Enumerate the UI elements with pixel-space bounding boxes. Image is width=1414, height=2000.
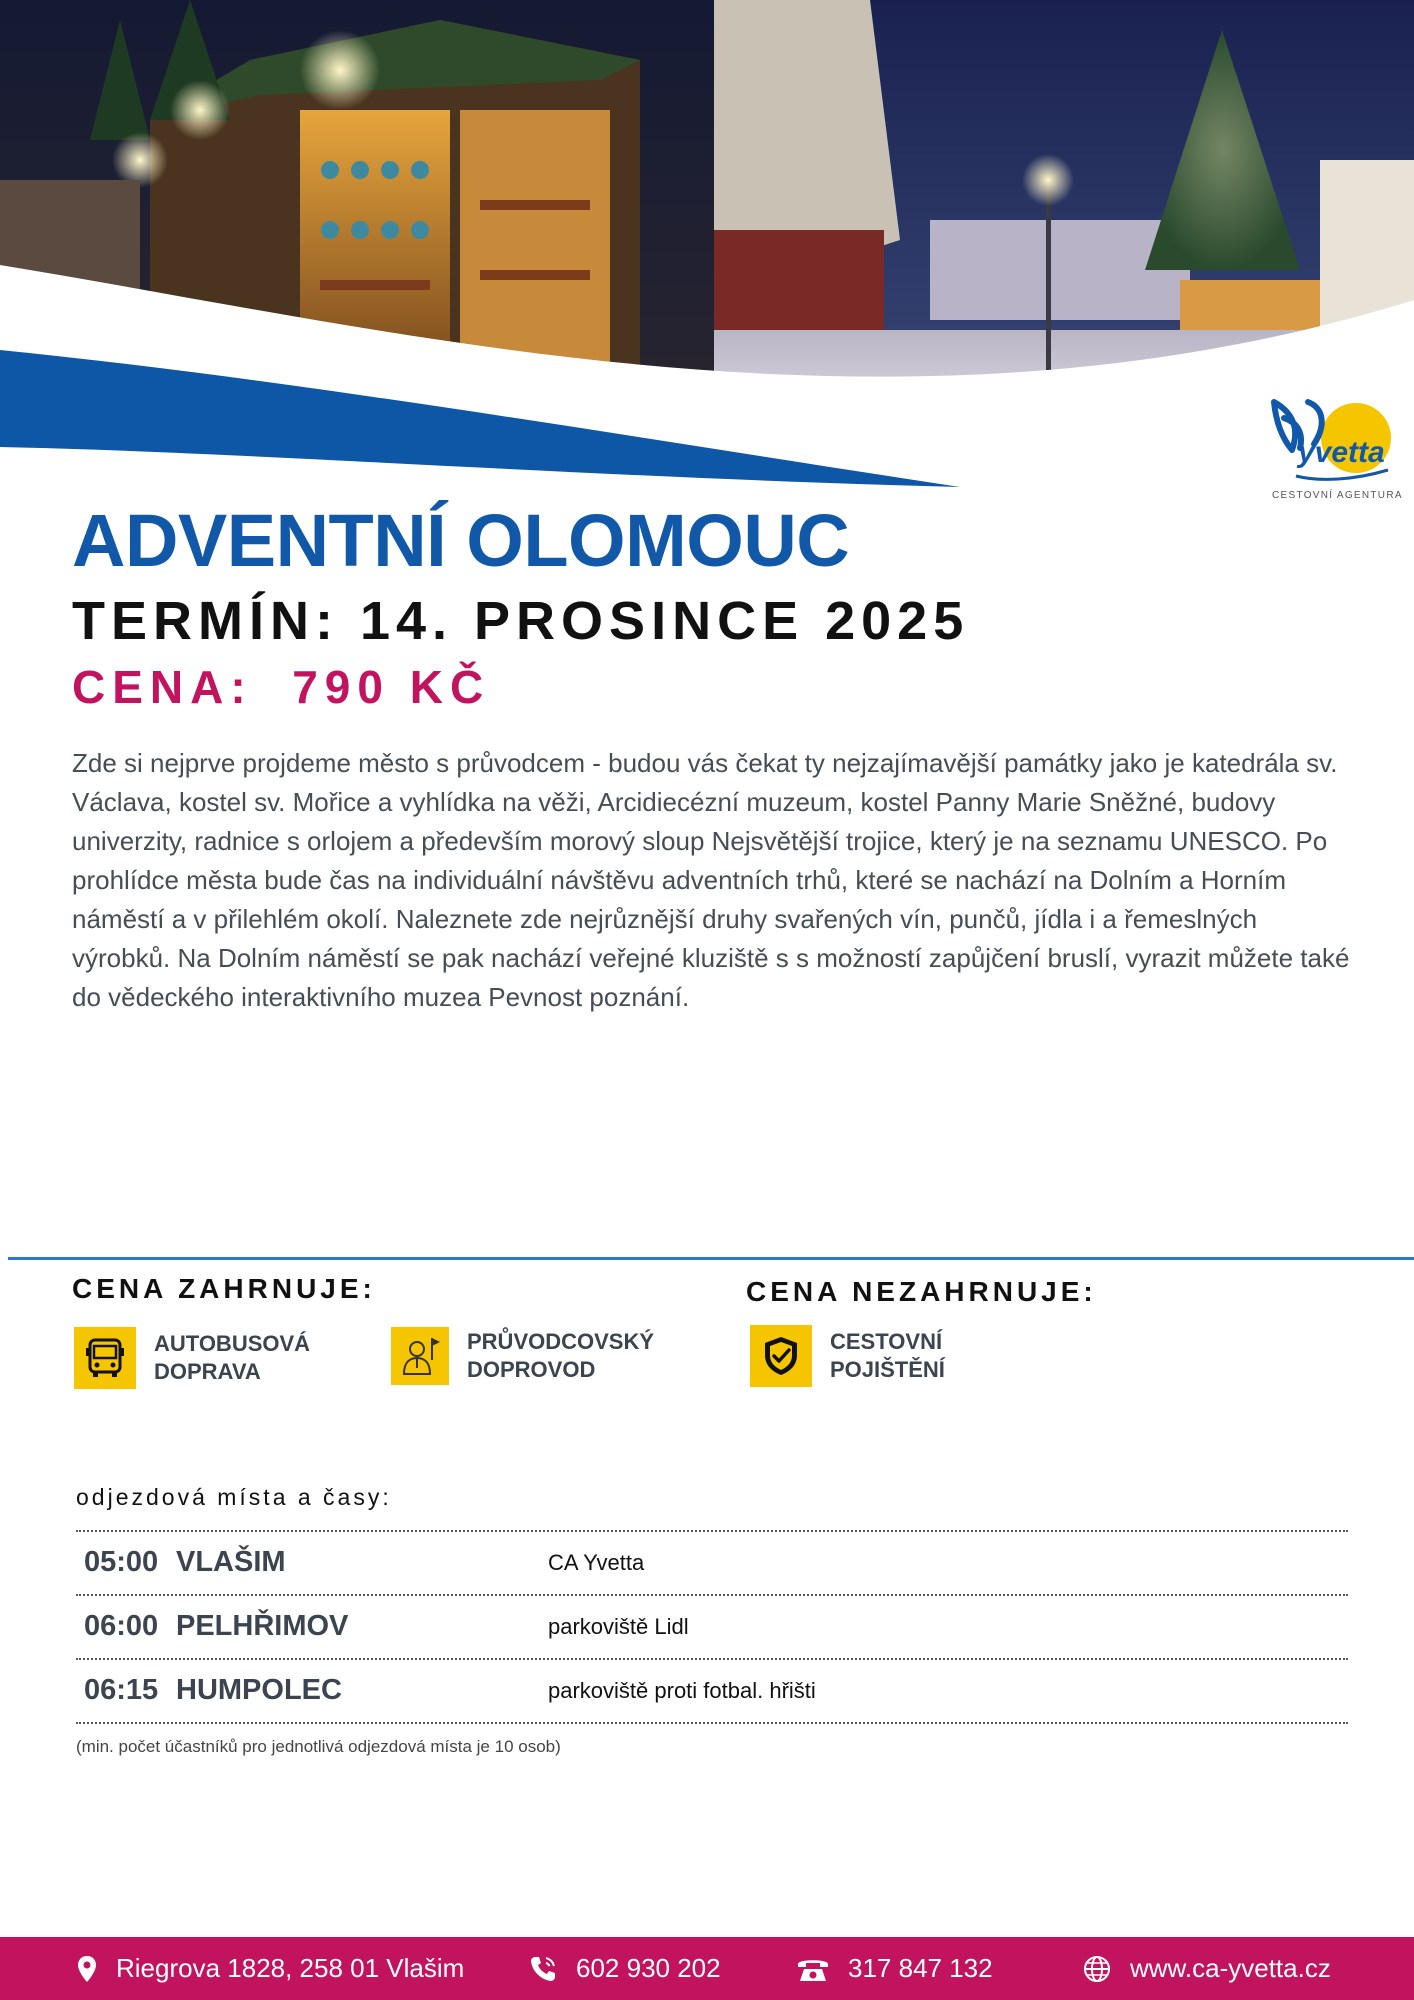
departure-time: 05:00 — [84, 1546, 159, 1578]
departure-city: PELHŘIMOV — [176, 1610, 349, 1642]
included-item-guide — [391, 1327, 667, 1385]
footer-address — [76, 1937, 464, 2000]
logo-wordmark: yvetta — [1298, 436, 1385, 469]
footer-phone-mobile[interactable] — [528, 1937, 721, 2000]
trip-title: ADVENTNÍ OLOMOUC — [72, 499, 850, 582]
departure-city: VLAŠIM — [176, 1546, 286, 1578]
departures-title: odjezdová místa a časy: — [76, 1484, 392, 1510]
departure-place: CA Yvetta — [548, 1550, 645, 1575]
trip-description: Zde si nejprve projdeme město s průvodcem - budou vás čekat ty nejzajímavější památky jako je katedrála sv. Václava, kostel sv. Mořice a vyhlídka na věži, Arcidiecézní muzeum, kostel Panny Marie Sněžné, budovy univerzity, radnice s orlojem a především morový sloup Nejsvětější trojice, který je na seznamu UNESCO. Po prohlídce města bude čas na individuální návštěvu adventních trhů, které se nachází na Dolním a Horním náměstí a v přilehlém okolí. Naleznete zde nejrůznější druhy svařených vín, punčů, jídla i a řemeslných výrobků. Na Dolním náměstí se pak nachází veřejné kluziště s s možností zapůjčení bruslí, vyrazit můžete také do vědeckého interaktivního muzea Pevnost poznání. — [72, 748, 1350, 1012]
departures-table — [76, 1530, 1348, 1724]
departure-time: 06:15 — [84, 1674, 159, 1706]
departure-time: 06:00 — [84, 1610, 159, 1642]
shield-check-icon — [750, 1325, 812, 1387]
feature-line-1: PRŮVODCOVSKÝ — [467, 1329, 655, 1354]
trip-price: CENA: 790 KČ — [72, 661, 491, 713]
hero-artwork — [0, 0, 1414, 500]
globe-icon — [1082, 1954, 1112, 1984]
logo-subtitle: CESTOVNÍ AGENTURA — [1272, 490, 1403, 501]
phone-2-text: 317 847 132 — [848, 1953, 993, 1983]
departure-row — [76, 1532, 1348, 1596]
website-text: www.ca-yvetta.cz — [1130, 1953, 1331, 1983]
included-item-bus — [74, 1327, 354, 1389]
guide-icon — [391, 1327, 449, 1385]
footer-website[interactable] — [1082, 1937, 1331, 2000]
section-divider — [8, 1257, 1414, 1260]
departure-place: parkoviště proti fotbal. hřišti — [548, 1678, 816, 1703]
phone-icon — [528, 1954, 558, 1984]
feature-line-2: DOPROVOD — [467, 1357, 596, 1382]
feature-line-1: CESTOVNÍ — [830, 1329, 943, 1354]
feature-line-2: DOPRAVA — [154, 1359, 261, 1384]
excluded-heading: CENA NEZAHRNUJE: — [746, 1276, 1097, 1307]
bus-icon — [74, 1327, 136, 1389]
departure-city: HUMPOLEC — [176, 1674, 342, 1706]
phone-1-text: 602 930 202 — [576, 1953, 721, 1983]
location-pin-icon — [76, 1955, 98, 1983]
telephone-icon — [796, 1955, 830, 1983]
included-heading: CENA ZAHRNUJE: — [72, 1273, 376, 1304]
departure-row — [76, 1660, 1348, 1724]
hero-banner — [0, 0, 1414, 500]
feature-line-1: AUTOBUSOVÁ — [154, 1331, 311, 1356]
trip-date: TERMÍN: 14. PROSINCE 2025 — [72, 591, 970, 651]
departures-note: (min. počet účastníků pro jednotlivá odjezdová místa je 10 osob) — [76, 1737, 561, 1756]
departure-row — [76, 1596, 1348, 1660]
departure-place: parkoviště Lidl — [548, 1614, 689, 1639]
address-text: Riegrova 1828, 258 01 Vlašim — [116, 1953, 465, 1983]
footer-phone-landline[interactable] — [796, 1937, 993, 2000]
excluded-item-insurance — [750, 1325, 1030, 1387]
feature-line-2: POJIŠTĚNÍ — [830, 1357, 945, 1382]
yvetta-logo — [1270, 398, 1394, 504]
contact-footer — [0, 1937, 1414, 2000]
